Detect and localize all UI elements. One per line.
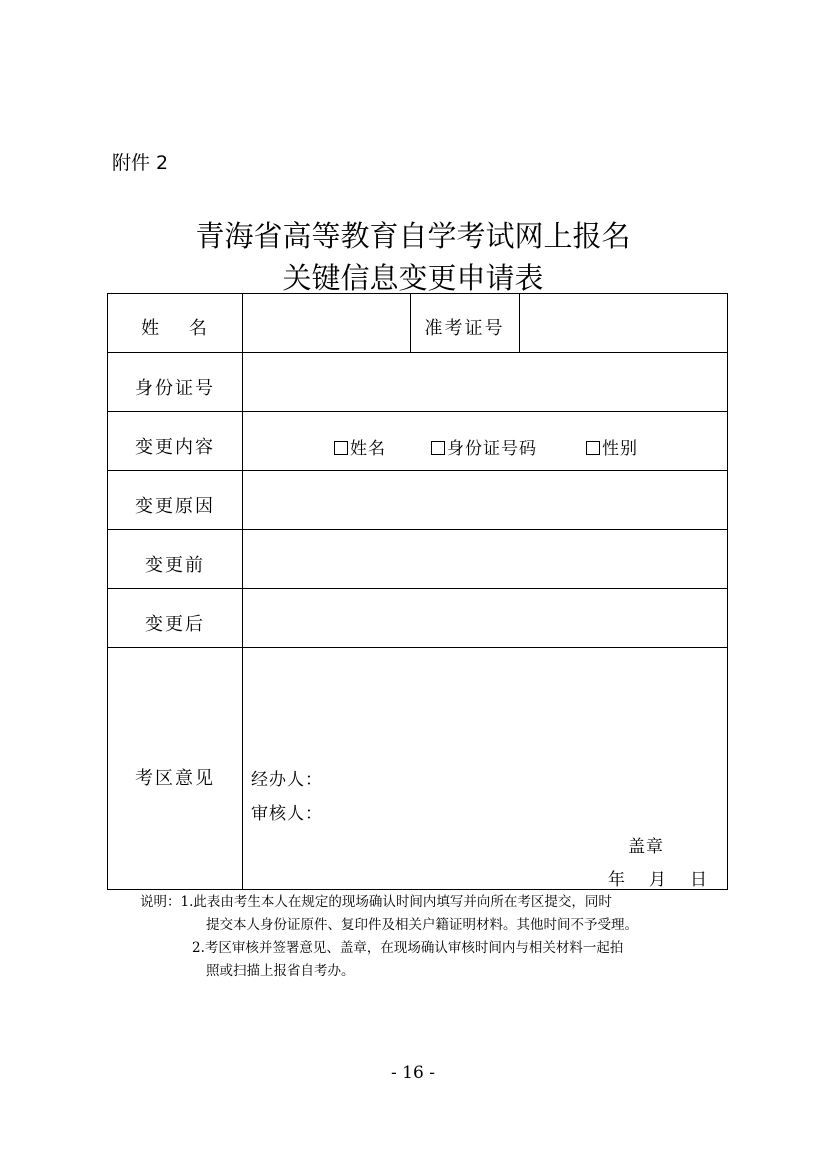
notes-section bbox=[140, 891, 730, 983]
checkbox-icon[interactable] bbox=[431, 441, 445, 455]
reviewer-label: 审核人： bbox=[251, 804, 323, 824]
option-id-number-label: 身份证号码 bbox=[447, 439, 537, 459]
note-item-2 bbox=[140, 937, 730, 960]
row-divider bbox=[108, 647, 727, 648]
id-card-field[interactable] bbox=[243, 353, 727, 411]
option-gender[interactable] bbox=[586, 434, 638, 459]
exam-id-field[interactable] bbox=[520, 294, 727, 352]
handler-label: 经办人： bbox=[251, 770, 323, 790]
change-reason-field[interactable] bbox=[243, 471, 727, 529]
option-gender-label: 性别 bbox=[602, 439, 638, 459]
form-title-line-2: 关键信息变更申请表 bbox=[282, 261, 544, 295]
id-card-label: 身份证号 bbox=[135, 378, 215, 399]
after-change-label: 变更后 bbox=[145, 614, 205, 635]
before-change-field[interactable] bbox=[243, 530, 727, 588]
checkbox-icon[interactable] bbox=[334, 441, 348, 455]
note-number: 1. bbox=[180, 894, 194, 910]
name-label: 姓 名 bbox=[141, 318, 209, 339]
attachment-label: 附件 2 bbox=[112, 152, 169, 174]
note-item-1 bbox=[140, 891, 730, 914]
option-name-label: 姓名 bbox=[350, 439, 386, 459]
change-content-label: 变更内容 bbox=[135, 437, 215, 458]
checkbox-icon[interactable] bbox=[586, 441, 600, 455]
application-form-table bbox=[107, 293, 728, 890]
before-change-label: 变更前 bbox=[145, 555, 205, 576]
note-text: 提交本人身份证原件、复印件及相关户籍证明材料。其他时间不予受理。 bbox=[206, 917, 638, 933]
option-id-number[interactable] bbox=[431, 434, 537, 459]
note-text: 照或扫描上报省自考办。 bbox=[206, 963, 355, 979]
note-item-2-continued bbox=[140, 960, 730, 983]
form-title-line-1: 青海省高等教育自学考试网上报名 bbox=[195, 219, 631, 253]
notes-prefix: 说明： bbox=[140, 894, 181, 910]
note-number: 2. bbox=[192, 940, 205, 956]
after-change-field[interactable] bbox=[243, 589, 727, 647]
seal-label: 盖章 bbox=[628, 837, 664, 857]
date-day: 日 bbox=[690, 870, 708, 890]
exam-id-label: 准考证号 bbox=[424, 318, 505, 339]
change-reason-label: 变更原因 bbox=[135, 496, 215, 517]
district-opinion-label: 考区意见 bbox=[135, 768, 215, 789]
name-field[interactable] bbox=[243, 294, 409, 352]
note-item-1-continued bbox=[140, 914, 730, 937]
option-name[interactable] bbox=[334, 434, 386, 459]
page-number: - 16 - bbox=[391, 1063, 435, 1083]
note-text: 此表由考生本人在规定的现场确认时间内填写并向所在考区提交，同时 bbox=[193, 894, 612, 910]
date-month: 月 bbox=[649, 870, 667, 890]
row-divider bbox=[108, 411, 727, 412]
note-text: 考区审核并签署意见、盖章，在现场确认审核时间内与相关材料一起拍 bbox=[204, 940, 624, 956]
date-year: 年 bbox=[608, 870, 626, 890]
